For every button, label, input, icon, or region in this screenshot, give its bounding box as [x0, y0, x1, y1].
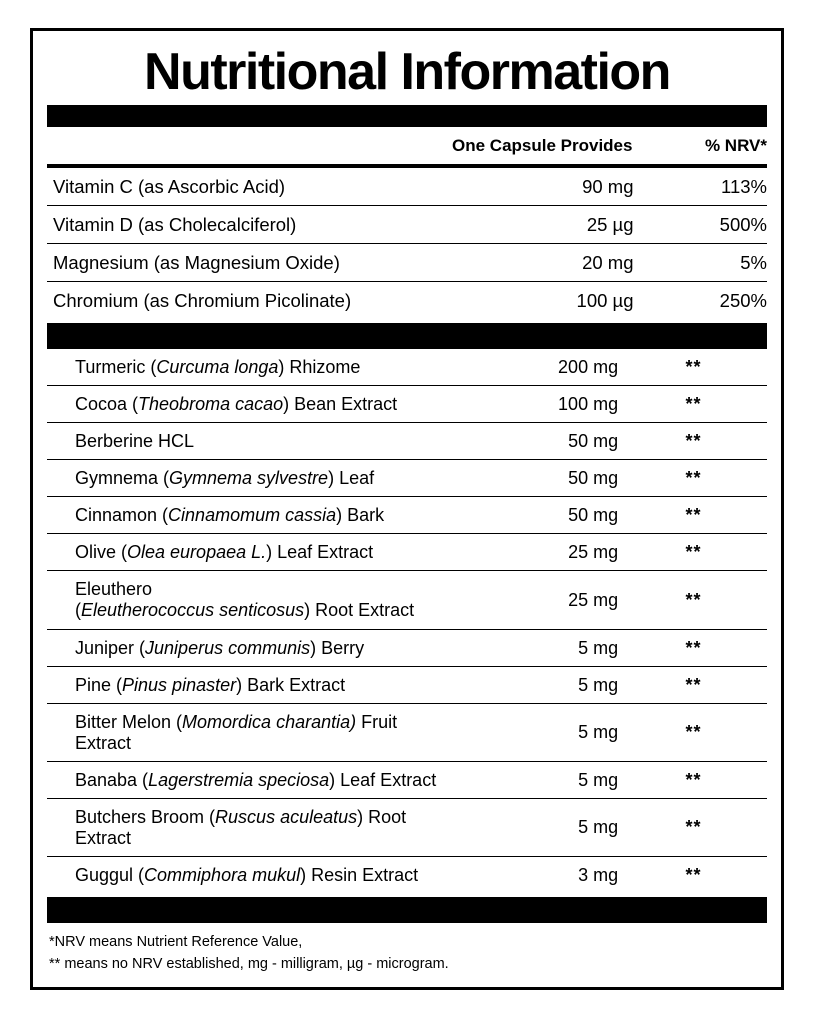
footnote-nrv: *NRV means Nutrient Reference Value, — [49, 933, 303, 950]
ingredient-name: Berberine HCL — [47, 423, 439, 460]
nutrition-facts-panel — [30, 28, 784, 990]
ingredient-name: Gymnema (Gymnema sylvestre) Leaf — [47, 460, 439, 497]
page-title: Nutritional Information — [144, 43, 670, 101]
ingredient-amount: 5 mg — [439, 798, 634, 856]
ingredient-name: Pine (Pinus pinaster) Bark Extract — [47, 666, 439, 703]
ingredient-amount: 90 mg — [442, 168, 639, 206]
ingredient-nrv: ** — [634, 423, 767, 460]
ingredient-nrv: ** — [634, 497, 767, 534]
table-row — [47, 460, 767, 497]
table-row — [47, 666, 767, 703]
ingredient-nrv: ** — [634, 460, 767, 497]
ingredient-amount: 25 mg — [439, 534, 634, 571]
table-row — [47, 168, 767, 206]
ingredient-name: Turmeric (Curcuma longa) Rhizome — [47, 349, 439, 386]
ingredient-amount: 50 mg — [439, 423, 634, 460]
ingredient-amount: 5 mg — [439, 666, 634, 703]
ingredient-name: Vitamin D (as Cholecalciferol) — [47, 206, 442, 244]
divider-bar-top — [47, 105, 767, 127]
ingredient-nrv: ** — [634, 534, 767, 571]
table-row — [47, 206, 767, 244]
table-row — [47, 703, 767, 761]
table-row — [47, 534, 767, 571]
table-row — [47, 244, 767, 282]
ingredient-nrv: 250% — [719, 290, 767, 312]
ingredient-nrv: 5% — [640, 244, 767, 282]
table-row — [47, 629, 767, 666]
ingredient-name: Guggul (Commiphora mukul) Resin Extract — [75, 864, 419, 885]
ingredient-name: Olive (Olea europaea L.) Leaf Extract — [47, 534, 439, 571]
ingredient-nrv: ** — [634, 798, 767, 856]
ingredient-name: Banaba (Lagerstremia speciosa) Leaf Extract — [47, 761, 439, 798]
ingredient-amount: 50 mg — [439, 497, 634, 534]
ingredient-amount: 5 mg — [439, 629, 634, 666]
ingredient-amount: 25 µg — [442, 206, 639, 244]
ingredient-name: Cocoa (Theobroma cacao) Bean Extract — [47, 386, 439, 423]
table-row — [47, 571, 767, 629]
column-header-name — [47, 127, 440, 164]
footnotes — [47, 923, 767, 976]
table-row — [47, 497, 767, 534]
table-row — [47, 386, 767, 423]
ingredient-amount: 5 mg — [439, 761, 634, 798]
column-header-nrv: % NRV* — [704, 136, 767, 156]
column-header-amount: One Capsule Provides — [452, 136, 633, 156]
divider-bar-bottom — [47, 897, 767, 923]
ingredient-nrv: ** — [634, 761, 767, 798]
ingredient-nrv: ** — [634, 629, 767, 666]
table-row — [47, 282, 767, 320]
vitamins-table — [47, 168, 767, 319]
table-row — [47, 856, 767, 893]
ingredient-name: Vitamin C (as Ascorbic Acid) — [47, 168, 442, 206]
ingredient-nrv: 113% — [640, 168, 767, 206]
ingredient-amount: 25 mg — [439, 571, 634, 629]
botanicals-table — [47, 349, 767, 892]
ingredient-nrv: 500% — [640, 206, 767, 244]
botanicals-rows — [47, 349, 767, 892]
ingredient-amount: 3 mg — [578, 864, 619, 885]
ingredient-amount: 20 mg — [442, 244, 639, 282]
ingredient-nrv: ** — [685, 864, 702, 885]
ingredient-amount: 100 µg — [576, 290, 634, 312]
ingredient-amount: 50 mg — [439, 460, 634, 497]
ingredient-name: Butchers Broom (Ruscus aculeatus) Root Extract — [47, 798, 439, 856]
ingredient-name: Cinnamon (Cinnamomum cassia) Bark — [47, 497, 439, 534]
header-table — [47, 127, 767, 164]
ingredient-name: Eleuthero (Eleutherococcus senticosus) Root Extract — [47, 571, 439, 629]
table-row — [47, 761, 767, 798]
footnote-units: ** means no NRV established, mg - milligram, µg - microgram. — [49, 956, 449, 973]
ingredient-amount: 5 mg — [439, 703, 634, 761]
ingredient-name: Juniper (Juniperus communis) Berry — [47, 629, 439, 666]
ingredient-nrv: ** — [634, 666, 767, 703]
ingredient-name: Magnesium (as Magnesium Oxide) — [47, 244, 442, 282]
ingredient-name: Bitter Melon (Momordica charantia) Fruit Extract — [47, 703, 439, 761]
table-row — [47, 798, 767, 856]
ingredient-nrv: ** — [634, 703, 767, 761]
ingredient-amount: 200 mg — [439, 349, 634, 386]
ingredient-nrv: ** — [634, 571, 767, 629]
table-row — [47, 423, 767, 460]
ingredient-name: Chromium (as Chromium Picolinate) — [53, 290, 352, 312]
table-row — [47, 349, 767, 386]
ingredient-amount: 100 mg — [439, 386, 634, 423]
divider-bar-middle — [47, 323, 767, 349]
vitamins-rows — [47, 168, 767, 319]
ingredient-nrv: ** — [634, 349, 767, 386]
ingredient-nrv: ** — [634, 386, 767, 423]
